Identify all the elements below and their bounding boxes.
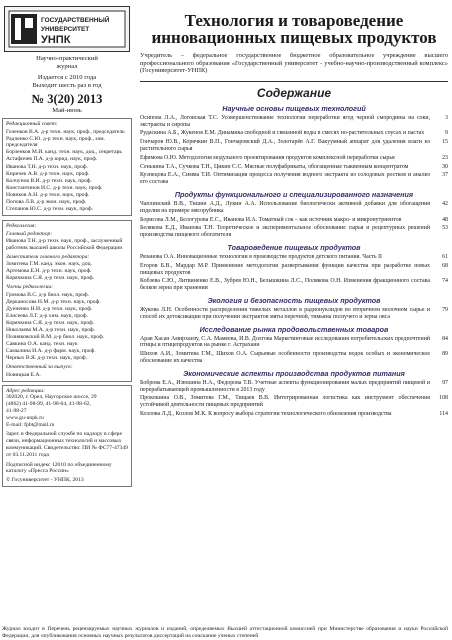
members-head: Члены редколлегии: xyxy=(6,283,54,290)
toc-section xyxy=(140,325,448,365)
page-number: 30 xyxy=(442,163,448,170)
toc-item[interactable] xyxy=(140,139,448,153)
board-member: Черных В.Я. д-р техн. наук, проф. xyxy=(6,355,87,362)
page-number: 9 xyxy=(445,130,448,137)
address-line: 41-98-27 xyxy=(6,408,27,415)
toc-section xyxy=(140,296,448,321)
page-number: 61 xyxy=(442,253,448,260)
address-line: 302020, г. Орел, Наугорское шоссе, 29 xyxy=(6,394,97,401)
article-title: Чаплинский В.В., Тишин А.Д., Лукин А.А. Использование биологически активной добавки для обогащения изделия на примере мясорубника xyxy=(140,200,430,214)
page-number: 89 xyxy=(442,351,448,358)
article-title: Шихов А.И., Зомитева Г.М., Шихов О.А. Сырьевые особенности производства водок особых и экономическое обоснование их качества xyxy=(140,351,430,364)
toc-section xyxy=(140,243,448,292)
page-number: 79 xyxy=(442,306,448,313)
left-column xyxy=(2,4,132,487)
toc-item[interactable] xyxy=(140,201,448,215)
university-logo xyxy=(4,6,130,52)
toc-item[interactable] xyxy=(140,217,448,224)
article-title: Рудаскина А.Б., Жукенов Е.М. Динамика свободной и связанной воды в смесях но-растительных соусах и пастах xyxy=(140,130,425,137)
journal-frequency: Выходит шесть раз в год xyxy=(32,82,102,89)
article-title: Боброва Е.А., Изюшина Н.А., Федорова Т.В. Учетные аспекты функционирования малых предприятий пищевой и перерабатывающей промышленности в 2013 году xyxy=(140,379,430,393)
section-heading: Экономические аспекты производства продуктов питания xyxy=(183,368,405,378)
toc-item[interactable] xyxy=(140,164,448,171)
logo-text-1: ГОСУДАРСТВЕННЫЙ xyxy=(41,17,110,24)
address-line: (4862) 41-98-99, 41-98-04, 41-98-62, xyxy=(6,401,91,408)
section-heading: Научные основы пищевых технологий xyxy=(222,103,366,113)
website-link[interactable]: www.gu-unpk.ru xyxy=(6,414,44,421)
deputies-head: Заместители главного редактора: xyxy=(6,253,90,260)
toc-item[interactable] xyxy=(140,225,448,239)
address-head: Адрес редакции: xyxy=(6,387,45,394)
page-number: 68 xyxy=(442,262,448,269)
page-number: 53 xyxy=(442,225,448,232)
section-heading: Исследование рынка продовольственных товаров xyxy=(199,324,389,334)
registration: Зарег. в Федеральной службе по надзору в сфере связи, информационных технологий и массовых коммуникаций. Свидетельство: ПИ № ФС77-47349 от 03.11.2011 года xyxy=(6,431,128,458)
page-number: 97 xyxy=(442,379,448,386)
deputy-editor: Зомитева Г.М. канд. экон. наук, доц. xyxy=(6,261,92,268)
toc-item[interactable] xyxy=(140,155,448,162)
page-number: 23 xyxy=(442,154,448,161)
toc-section xyxy=(140,190,448,239)
board-member: Дерканосова Н.М. д-р техн. наук, проф. xyxy=(6,298,101,305)
council-member: Новиков А.Н. д-р техн. наук, проф. xyxy=(6,191,90,198)
footer-note: Журнал входит в Перечень рецензируемых научных журналов и изданий, определяемых Высшей аттестационной комиссией при Министерстве образования и науки Российской Федерации, для опубликования основных научных результатов диссертаций на соискание ученых степеней xyxy=(2,626,448,639)
board-member: Николаева М.А. д-р техн. наук, проф. xyxy=(6,327,96,334)
council-member: Голенков В.А. д-р техн. наук, проф., председатель xyxy=(6,128,125,135)
article-title: Арав Хасан Амирханзу, С.А. Мамеева, И.В. Долгова Маркетинговые исследования потребительских предпочтений птицы и птицепродуктов на рынке г. Астрахани xyxy=(140,335,430,349)
toc-item[interactable] xyxy=(140,254,448,261)
board-member: Дунченко Н.И. д-р техн. наук, проф. xyxy=(6,305,93,312)
board-member: Савкина О.А. канд. техн. наук xyxy=(6,341,78,348)
toc-item[interactable] xyxy=(140,351,448,365)
council-member: Попова Л.В. д-р экон. наук, проф. xyxy=(6,199,87,206)
toc-item[interactable] xyxy=(140,336,448,350)
page-number: 15 xyxy=(442,139,448,146)
board-member: Елисеева Л.Г. д-р хим. наук, проф. xyxy=(6,312,88,319)
deputy-editor: Артемова Е.Н. д-р техн. наук, проф. xyxy=(6,268,92,275)
council-member: Борзенков М.И. канд. техн. наук, доц., секретарь xyxy=(6,149,122,156)
page-number: 114 xyxy=(439,410,448,417)
council-member: Иванова Т.Н. д-р техн. наук, проф. xyxy=(6,163,88,170)
email-link[interactable]: E-mail: fpbt@mail.ru xyxy=(6,421,55,428)
issue-month: Май-июнь xyxy=(52,107,82,114)
article-title: Ефимова О.Ю. Методология модульного проектирования продуктов комплексной переработки сырья xyxy=(140,154,395,161)
divider xyxy=(140,81,448,82)
logo-graphic xyxy=(7,9,127,49)
article-title: Гончаров Ю.В., Корячкин В.П., Гончаровский Д.А., Золотарёв А.Г. Вакуумный аппарат для удаления влаги из растительного сырья xyxy=(140,139,430,152)
issue-number: № 3(20) 2013 xyxy=(31,92,103,106)
chief-editor-head: Главный редактор: xyxy=(6,230,53,237)
toc-item[interactable] xyxy=(140,307,448,321)
board-member: Громова В.С. д-р биол. наук, проф. xyxy=(6,291,89,298)
release-editor: Новицкая Е.А. xyxy=(6,371,41,378)
page-number: 48 xyxy=(442,216,448,223)
council-member: Степанов Ю.С. д-р техн. наук, проф. xyxy=(6,206,94,213)
release-head: Ответственный за выпуск: xyxy=(6,364,73,370)
page-number: 37 xyxy=(442,172,448,179)
article-title: Борисова Л.М., Белогурова Е.С., Иванова И.А. Томатный сок – как источник макро- и микронутриентов xyxy=(140,216,402,223)
toc-section xyxy=(140,369,448,418)
toc-section xyxy=(140,104,448,186)
article-title: Рязанова О.А. Инновационные технологии в производстве продуктов детского питания. Часть II xyxy=(140,253,383,260)
page-number: 84 xyxy=(442,335,448,342)
editorial-council xyxy=(2,118,132,216)
board-member: Корячкина С.Я. д-р техн. наук, проф. xyxy=(6,319,95,326)
toc-item[interactable] xyxy=(140,380,448,394)
article-title: Сенькина Т.А., Сучкова Т.Н., Цикин С.С. Мясные полуфабрикаты, обогащенные тыквенным концентратом xyxy=(140,163,409,170)
council-head: Редакционный совет: xyxy=(6,121,58,127)
journal-title: Технология и товароведение инновационных пищевых продуктов xyxy=(151,11,437,47)
page-number: 108 xyxy=(439,395,448,402)
section-heading: Товароведение пищевых продуктов xyxy=(227,242,361,252)
toc-item[interactable] xyxy=(140,263,448,277)
article-title: Егоров Б.В., Мардар М.Р. Применение методологии развертывания функции качества при разработке новых пищевых продуктов xyxy=(140,262,430,276)
logo-text-3: УНПК xyxy=(41,34,71,46)
page-number: 74 xyxy=(442,278,448,285)
board-member: Самылина И.А. д-р фарм. наук, проф. xyxy=(6,348,96,355)
council-member: Радченко С.Ю. д-р техн. наук, проф., зам. председателя xyxy=(6,135,105,149)
article-title: Белякова Е.Д., Иванова Т.Н. Теоретическое и экспериментальное обоснование сырья и рецептурных решений производства пищевого обогатителя xyxy=(140,225,430,239)
logo-text-2: УНИВЕРСИТЕТ xyxy=(41,26,90,33)
council-member: Киричек А.В. д-р техн. наук, проф. xyxy=(6,170,90,177)
article-title: Прокошина О.В., Зомитева Г.М., Тищаев В.В. Интегрированная логистика как инструмент обеспечения устойчивой деятельности пищевых предприятий xyxy=(140,395,430,409)
article-title: Кузнецова Е.А., Симма Т.И. Оптимизация процесса получения водного экстракта из солодовых ростков и анализ его состава xyxy=(140,172,430,186)
copyright: © Госуниверситет - УНПК, 2013 xyxy=(6,477,84,484)
article-title: Кобзева С.Ю., Литвиненко Е.В., Зубрев Ю.Н., Белышкина Л.С., Полякова О.Н. Изменения фракционного состава белков зерна при хранении xyxy=(140,278,430,292)
right-column xyxy=(140,6,448,418)
council-member: Астафичев П.А. д-р юрид. наук, проф. xyxy=(6,156,98,163)
editorial-board xyxy=(2,220,132,381)
council-member: Колчунов В.И. д-р техн. наук, проф. xyxy=(6,177,92,184)
council-member: Константинов И.С. д-р техн. наук, проф. xyxy=(6,184,103,191)
article-title: Жукова Л.Н. Особенности распределения тяжелых металлов в радионуклидов во вторичном молочном сырье и способ их детоксикации при получении экстрактов мяты перечной, тимьяна ползучего и зерна овса xyxy=(140,306,430,320)
toc-item[interactable] xyxy=(140,130,448,137)
toc-item[interactable] xyxy=(140,278,448,292)
founders-statement: Учредитель – федеральное государственное бюджетное образовательное учреждение высшего профессионального образования «Государственный университет - учебно-научно-производственный комплекс» (Госуниверситет-УНПК) xyxy=(140,52,448,75)
journal-since: Издается с 2010 года xyxy=(37,74,97,81)
section-heading: Экология и безопасность пищевых продуктов xyxy=(207,295,381,305)
board-head: Редколлегия: xyxy=(6,223,37,230)
toc-item[interactable] xyxy=(140,115,448,129)
journal-type-1: Научно-практический xyxy=(36,55,98,62)
article-title: Козлова Л.Д., Козлов М.К. К вопросу выбора стратегии технологического обновления производства xyxy=(140,410,392,417)
section-heading: Продукты функционального и специализированного назначения xyxy=(174,189,414,199)
toc-item[interactable] xyxy=(140,395,448,409)
journal-type-2: журнал xyxy=(56,63,78,70)
journal-info xyxy=(2,55,132,90)
contents-title: Содержание xyxy=(256,85,332,100)
deputy-editor: Корячкина С.Я. д-р техн. наук, проф. xyxy=(6,275,95,282)
chief-editor: Иванова Т.Н. д-р техн. наук, проф., заслуженный работник высшей школы Российской Федерации xyxy=(6,238,123,251)
page-number: 42 xyxy=(442,200,448,207)
toc-item[interactable] xyxy=(140,411,448,418)
toc-item[interactable] xyxy=(140,172,448,186)
subscription-index: Подписной индекс 12010 по объединенному каталогу «Пресса России» xyxy=(6,461,112,475)
address-block xyxy=(2,385,132,487)
page-number: 3 xyxy=(445,114,448,121)
article-title: Осипова Л.А., Логовская Т.С. Усовершенствование технологии переработки ягод черной смородины на соки, экстракты и сиропы xyxy=(140,114,430,128)
board-member: Позняковский В.М. д-р биол. наук, проф. xyxy=(6,334,105,341)
